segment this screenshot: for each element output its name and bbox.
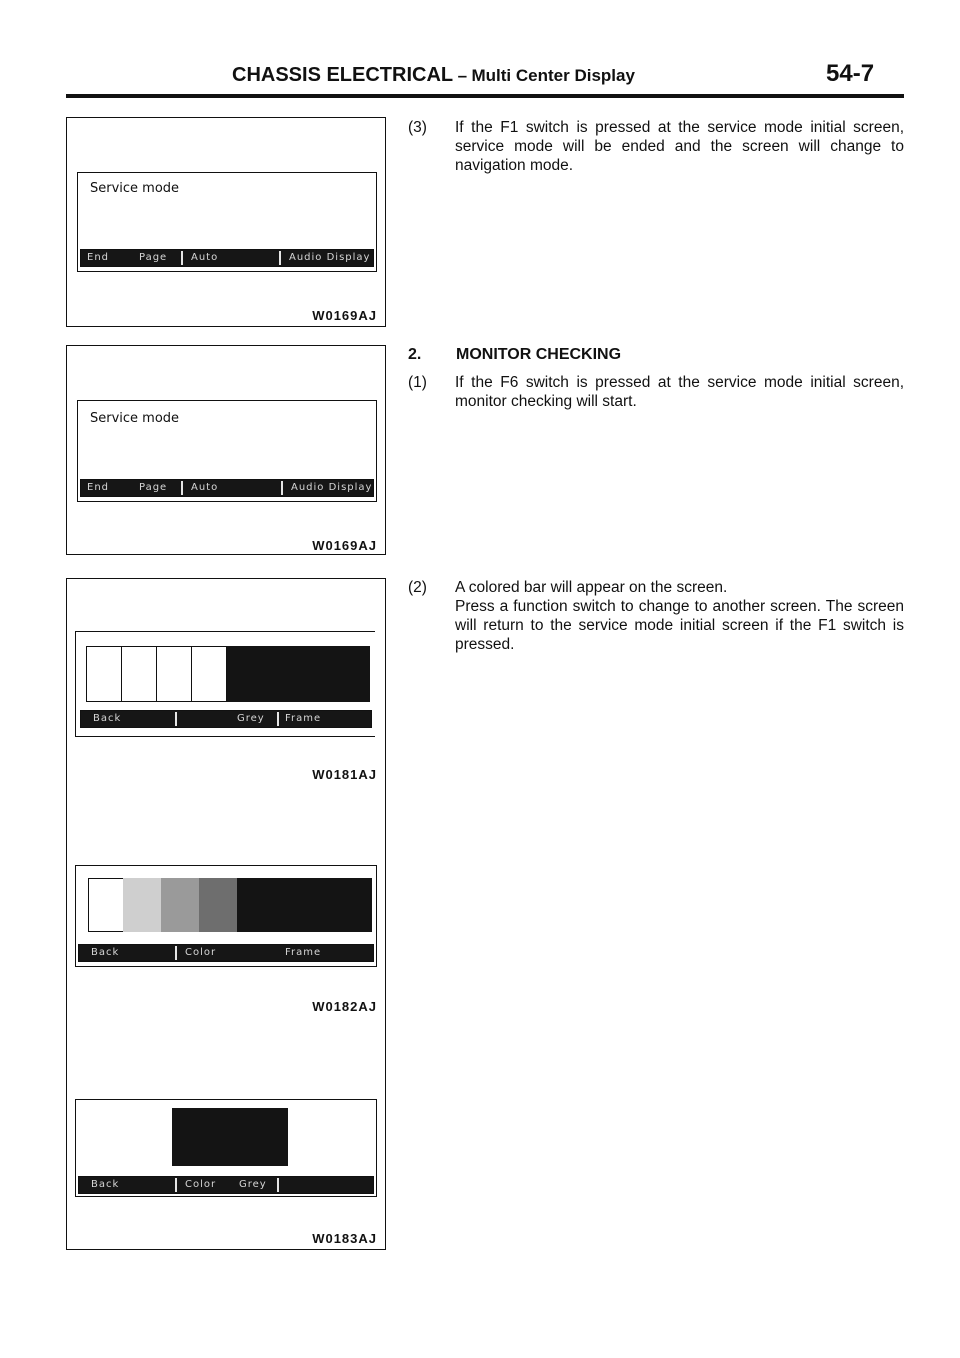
end-button[interactable]: End <box>87 482 110 493</box>
paragraph-3 <box>408 118 904 175</box>
white-bar-segment <box>191 646 227 702</box>
figure-code: W0183AJ <box>312 1231 377 1246</box>
frame-button[interactable]: Frame <box>285 713 322 724</box>
grey-button[interactable]: Grey <box>237 713 265 724</box>
figure-service-mode-1 <box>66 117 386 327</box>
paragraph-1 <box>408 373 904 411</box>
grey-bar <box>88 878 372 932</box>
item-number: (2) <box>408 579 427 596</box>
white-bar-segment <box>156 646 192 702</box>
page-button[interactable]: Page <box>139 252 168 263</box>
function-bar <box>80 249 374 267</box>
item-number: (3) <box>408 119 427 136</box>
auto-button[interactable]: Auto <box>191 482 219 493</box>
function-bar <box>78 944 374 962</box>
service-mode-screen <box>77 400 377 502</box>
color-button[interactable]: Color <box>185 1179 217 1190</box>
page-number: 54-7 <box>826 60 875 87</box>
monitor-check-screen-3 <box>75 1099 377 1197</box>
center-block <box>172 1108 288 1166</box>
button-separator <box>279 251 281 265</box>
paragraph-2 <box>408 578 904 654</box>
back-button[interactable]: Back <box>91 947 120 958</box>
dark-grey-segment <box>199 878 237 932</box>
color-bar <box>86 646 370 702</box>
black-bar-segment <box>237 878 372 932</box>
button-separator <box>175 712 177 726</box>
function-bar <box>80 479 374 497</box>
figure-code: W0169AJ <box>312 308 377 323</box>
item-text: If the F6 switch is pressed at the service mode initial screen, monitor checking will start. <box>455 374 904 410</box>
figure-code: W0181AJ <box>312 767 377 782</box>
service-mode-screen <box>77 172 377 272</box>
black-bar-segment <box>227 646 370 702</box>
section-title: CHASSIS ELECTRICAL <box>232 64 454 86</box>
mid-grey-segment <box>161 878 199 932</box>
button-separator <box>181 251 183 265</box>
figure-monitor-check <box>66 578 386 1250</box>
header-dash: – <box>457 66 468 85</box>
auto-button[interactable]: Auto <box>191 252 219 263</box>
button-separator <box>175 946 177 960</box>
figure-service-mode-2 <box>66 345 386 555</box>
light-grey-segment <box>123 878 161 932</box>
back-button[interactable]: Back <box>91 1179 120 1190</box>
frame-button[interactable]: Frame <box>285 947 322 958</box>
color-button[interactable]: Color <box>185 947 217 958</box>
end-button[interactable]: End <box>87 252 110 263</box>
item-text-line-1: A colored bar will appear on the screen. <box>455 579 728 596</box>
button-separator <box>281 481 283 495</box>
button-separator <box>277 1178 279 1192</box>
monitor-check-screen-2 <box>75 865 377 967</box>
header-rule <box>66 94 904 98</box>
page-button[interactable]: Page <box>139 482 168 493</box>
white-bar-segment <box>88 878 124 932</box>
item-text-line-2: Press a function switch to change to another screen. The screen will return to the service mode initial screen if the F1 switch is pressed. <box>455 598 904 653</box>
figure-code: W0182AJ <box>312 999 377 1014</box>
button-separator <box>181 481 183 495</box>
function-bar <box>80 710 372 728</box>
function-bar <box>78 1176 374 1194</box>
figure-code: W0169AJ <box>312 538 377 553</box>
item-text: If the F1 switch is pressed at the service mode initial screen, service mode will be ended and the screen will change to navigation mode. <box>455 119 904 174</box>
heading-number: 2. <box>408 346 422 363</box>
audio-display-button[interactable]: Audio Display <box>291 482 373 493</box>
subsection-title: Multi Center Display <box>471 66 635 85</box>
page-header <box>232 64 635 87</box>
back-button[interactable]: Back <box>93 713 122 724</box>
white-bar-segment <box>86 646 122 702</box>
button-separator <box>175 1178 177 1192</box>
heading-text: MONITOR CHECKING <box>456 346 622 363</box>
audio-display-button[interactable]: Audio Display <box>289 252 371 263</box>
white-bar-segment <box>121 646 157 702</box>
grey-button[interactable]: Grey <box>239 1179 267 1190</box>
item-number: (1) <box>408 374 427 391</box>
screen-title: Service mode <box>90 181 180 196</box>
monitor-check-screen-1 <box>75 631 375 737</box>
screen-title: Service mode <box>90 411 180 426</box>
